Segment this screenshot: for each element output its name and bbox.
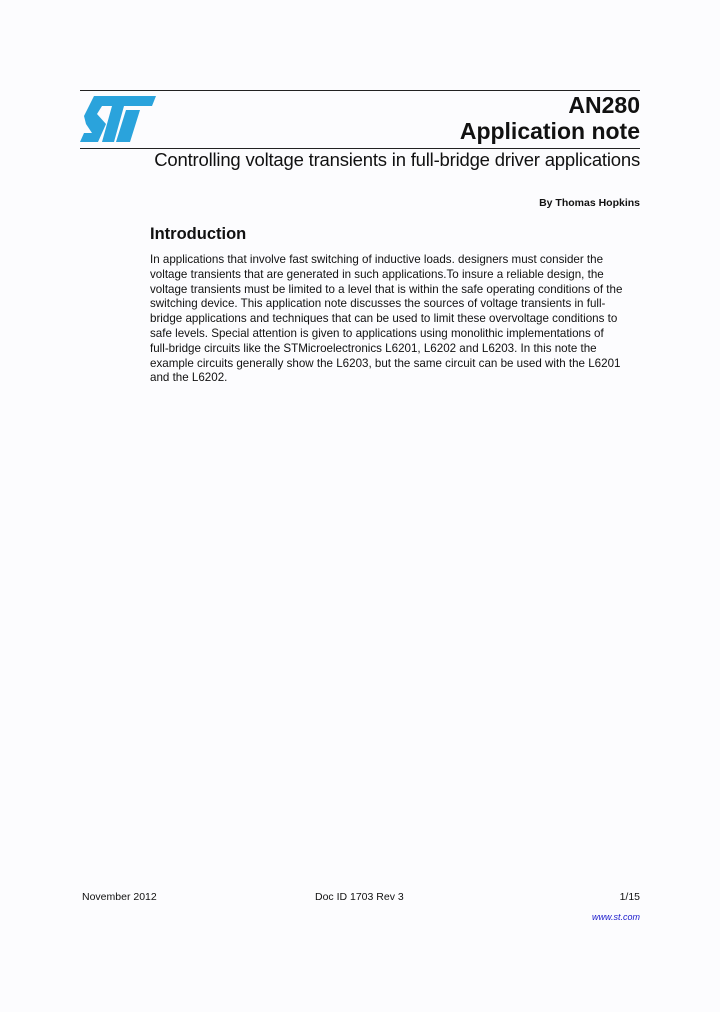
paragraph-line: full-bridge circuits like the STMicroelectronics L6201, L6202 and L6203. In this note the xyxy=(150,341,597,355)
author: By Thomas Hopkins xyxy=(539,197,640,209)
introduction-paragraph xyxy=(150,253,645,386)
footer-doc-id: Doc ID 1703 Rev 3 xyxy=(315,891,404,903)
st-logo-icon xyxy=(80,96,158,142)
header-top-rule xyxy=(80,90,640,91)
footer-page-number: 1/15 xyxy=(619,891,640,903)
paragraph-line: switching device. This application note discusses the sources of voltage transients in full- xyxy=(150,297,606,311)
paragraph-line: voltage transients that are generated in such applications.To insure a reliable design, the xyxy=(150,267,604,281)
document-number: AN280 xyxy=(568,92,640,118)
paragraph-line: and the L6202. xyxy=(150,371,228,385)
footer-date: November 2012 xyxy=(82,891,157,903)
paragraph-line: safe levels. Special attention is given to applications using monolithic implementations of xyxy=(150,326,604,340)
paragraph-line: example circuits generally show the L6203, but the same circuit can be used with the L6201 xyxy=(150,356,621,370)
section-heading-introduction: Introduction xyxy=(150,225,247,243)
paragraph-line: voltage transients must be limited to a level that is within the safe operating conditions of the xyxy=(150,282,623,296)
paragraph-line: In applications that involve fast switching of inductive loads. designers must consider the xyxy=(150,253,604,266)
paragraph-line: bridge applications and techniques that can be used to limit these overvoltage conditions to xyxy=(150,312,618,326)
document-subtitle: Controlling voltage transients in full-bridge driver applications xyxy=(154,149,640,170)
footer-website-link[interactable]: www.st.com xyxy=(591,912,640,922)
document-type: Application note xyxy=(459,118,640,144)
